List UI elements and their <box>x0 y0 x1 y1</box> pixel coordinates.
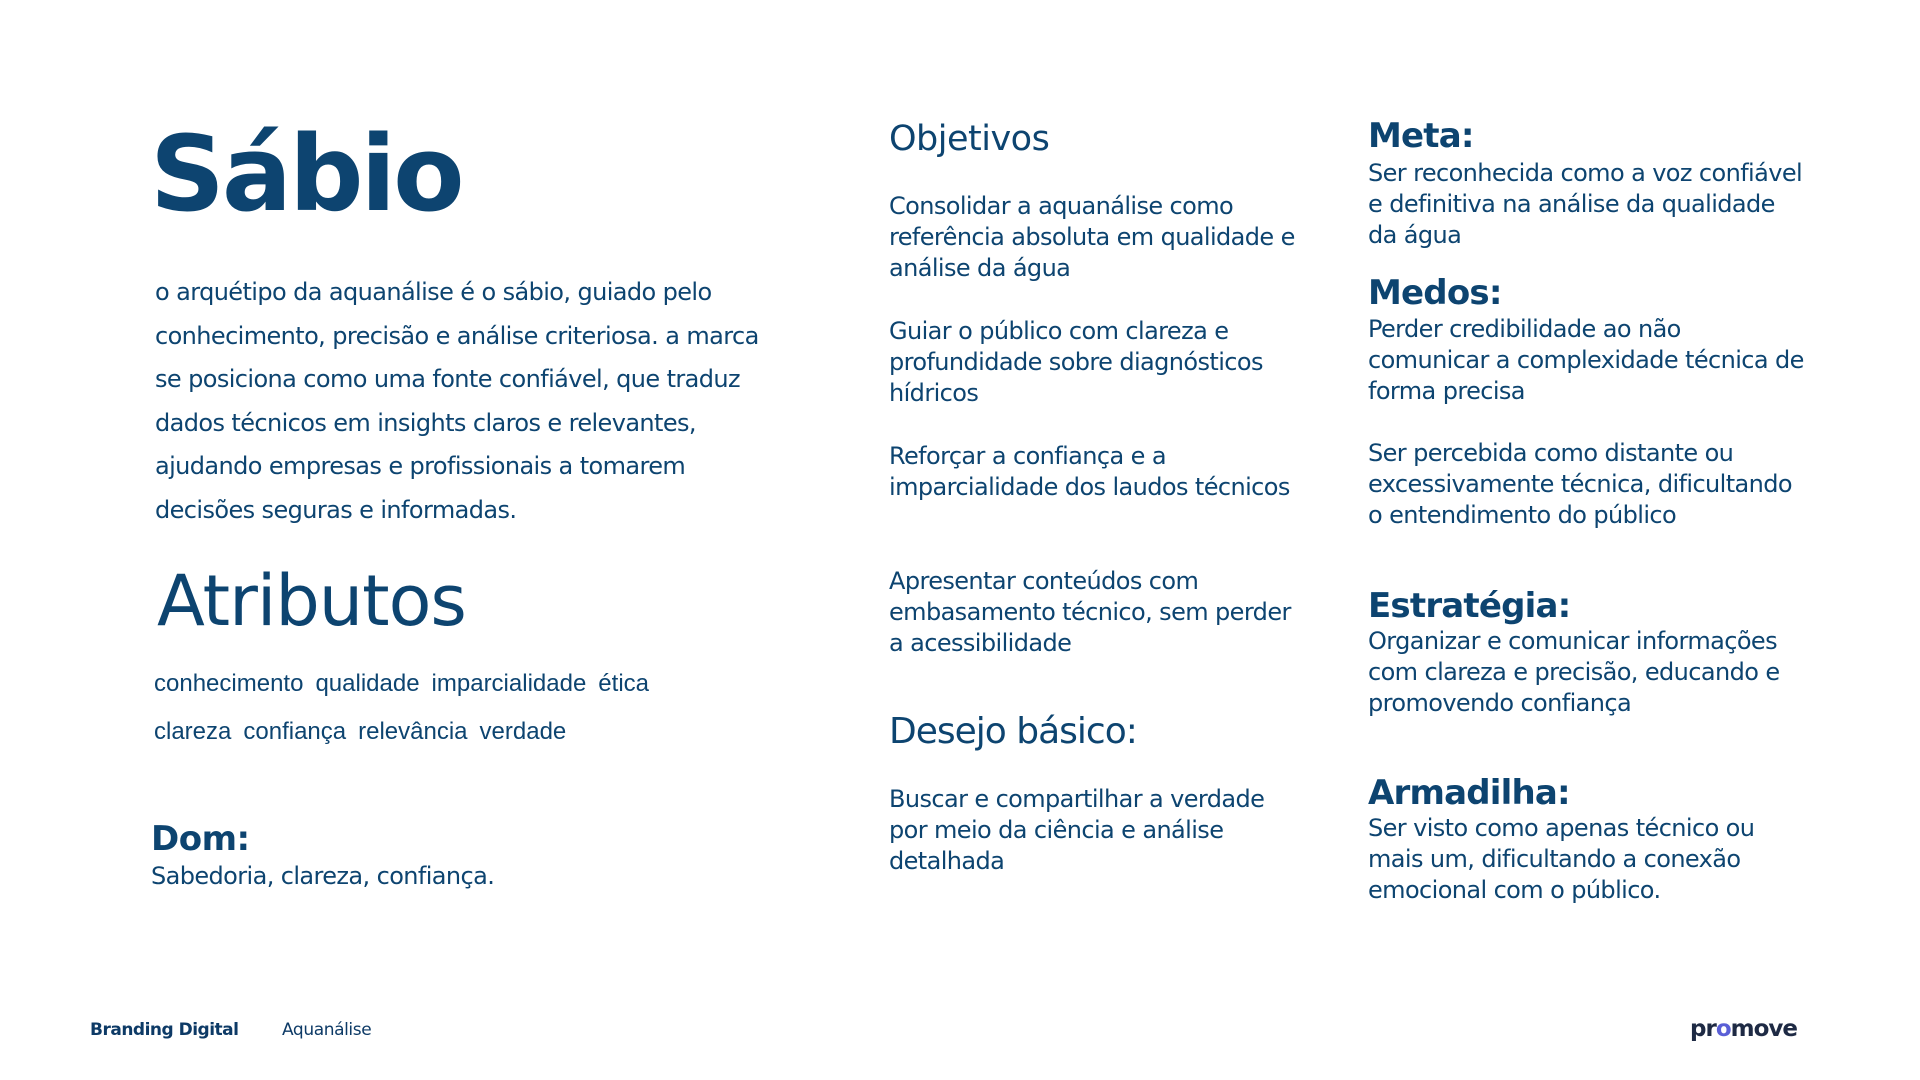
meta-text: Ser reconhecida como a voz confiável e definitiva na análise da qualidade da água <box>1368 159 1803 249</box>
objetivo-item: Apresentar conteúdos com embasamento técnico, sem perder a acessibilidade <box>889 567 1291 657</box>
attributes-row-2 <box>154 720 578 744</box>
armadilha-title: Armadilha: <box>1368 773 1570 813</box>
medo-item: Perder credibilidade ao não comunicar a complexidade técnica de forma precisa <box>1368 315 1804 405</box>
attribute-item: relevância <box>358 718 468 745</box>
objetivo-item: Consolidar a aquanálise como referência absoluta em qualidade e análise da água <box>889 192 1295 282</box>
logo-text-part: pr <box>1690 1016 1716 1042</box>
objetivo-item: Guiar o público com clareza e profundidade sobre diagnósticos hídricos <box>889 317 1263 407</box>
footer-brand-label: Branding Digital <box>90 1020 239 1040</box>
attribute-item: clareza <box>154 718 232 745</box>
dom-label: Dom: <box>151 819 250 859</box>
medo-item: Ser percebida como distante ou excessivamente técnica, dificultando o entendimento do público <box>1368 439 1792 529</box>
logo-accent-letter: o <box>1715 1016 1731 1042</box>
objetivos-title: Objetivos <box>889 119 1050 159</box>
attribute-item: confiança <box>243 718 347 745</box>
intro-paragraph: o arquétipo da aquanálise é o sábio, guiado pelo conhecimento, precisão e análise criteriosa. a marca se posiciona como uma fonte confiável, que traduz dados técnicos em insights claros e relevantes, ajudando empresas e profissionais a tomarem decisões seguras e informadas. <box>155 278 759 524</box>
attribute-item: conhecimento <box>154 670 304 697</box>
estrategia-text: Organizar e comunicar informações com clareza e precisão, educando e promovendo confiança <box>1368 627 1780 717</box>
armadilha-text: Ser visto como apenas técnico ou mais um, dificultando a conexão emocional com o público. <box>1368 814 1755 904</box>
attribute-item: imparcialidade <box>431 670 587 697</box>
desejo-text: Buscar e compartilhar a verdade por meio da ciência e análise detalhada <box>889 785 1265 875</box>
promove-logo <box>1690 1016 1797 1042</box>
estrategia-title: Estratégia: <box>1368 586 1571 626</box>
footer-client-label: Aquanálise <box>282 1020 372 1040</box>
logo-text-part: move <box>1730 1016 1797 1042</box>
attribute-item: verdade <box>479 718 567 745</box>
desejo-title: Desejo básico: <box>889 711 1137 752</box>
attribute-item: qualidade <box>315 670 420 697</box>
meta-title: Meta: <box>1368 116 1474 156</box>
attribute-item: ética <box>598 670 649 697</box>
objetivo-item: Reforçar a confiança e a imparcialidade dos laudos técnicos <box>889 442 1290 501</box>
medos-title: Medos: <box>1368 273 1502 313</box>
dom-value: Sabedoria, clareza, confiança. <box>151 862 495 890</box>
attributes-title: Atributos <box>157 560 466 642</box>
attributes-row-1 <box>154 672 661 696</box>
page-title: Sábio <box>150 113 462 235</box>
